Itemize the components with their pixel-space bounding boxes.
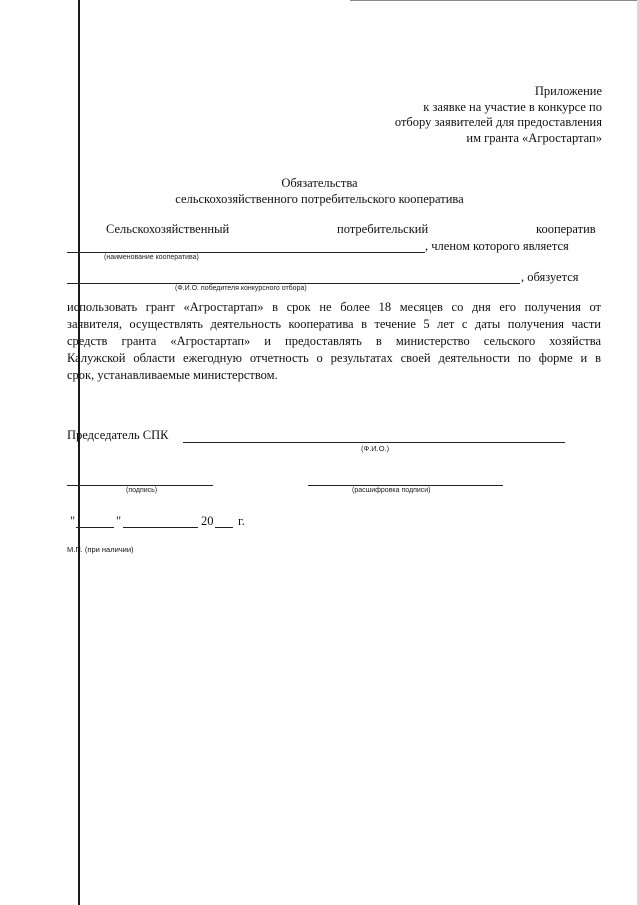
body-line-5: срок, устанавливаемые министерством.: [67, 368, 278, 382]
coop-name-field[interactable]: [67, 252, 425, 253]
coop-name-caption: (наименование кооператива): [104, 254, 199, 261]
signature-decoding-field[interactable]: [308, 485, 503, 486]
date-year-field[interactable]: [215, 527, 233, 528]
appendix-line-3: отбору заявителей для предоставления: [394, 115, 602, 129]
appendix-line-2: к заявке на участие в конкурсе по: [423, 99, 602, 114]
date-month-field[interactable]: [123, 527, 198, 528]
signature-caption: (подпись): [126, 487, 158, 494]
body-line-3: средств гранта «Агростартап» и предоставлять в министерство сельского хозяйства: [67, 334, 601, 348]
date-year-suffix: г.: [238, 514, 245, 528]
date-quote-close: ": [116, 514, 122, 528]
signature-decoding-caption: (расшифровка подписи): [352, 487, 431, 494]
date-quote-open: ": [70, 514, 76, 528]
winner-name-caption: (Ф.И.О. победителя конкурсного отбора): [175, 285, 307, 292]
stamp-label: М.П. (при наличии): [67, 545, 134, 554]
body-line-1: использовать грант «Агростартап» в срок не более 18 месяцев со дня его получения от: [67, 300, 601, 314]
date-year-prefix: 20: [201, 514, 214, 528]
date-day-field[interactable]: [76, 527, 114, 528]
appendix-line-1: Приложение: [534, 84, 602, 98]
document-title: Обязательства: [281, 176, 358, 190]
signature-field[interactable]: [67, 485, 213, 486]
obliges-suffix: , обязуется: [521, 270, 579, 284]
obligations-paragraph: [67, 299, 601, 384]
appendix-header: [395, 84, 602, 146]
intro-word-1: Сельскохозяйственный: [106, 222, 230, 236]
body-line-2: заявителя, осуществлять деятельность кооператива в течение 5 лет с даты получения части: [67, 317, 601, 331]
intro-word-2: потребительский: [337, 222, 429, 236]
appendix-line-4: им гранта «Агростартап»: [466, 130, 602, 145]
fio-caption: (Ф.И.О.): [361, 444, 390, 453]
member-suffix: , членом которого является: [425, 239, 569, 253]
winner-name-field[interactable]: [67, 283, 520, 284]
intro-word-3: кооператив: [536, 222, 596, 236]
scan-artifact-top-line: [350, 0, 639, 1]
scan-artifact-vertical-line: [78, 0, 80, 905]
chairman-label: Председатель СПК: [67, 428, 169, 442]
body-line-4: Калужской области ежегодную отчетность о результатах своей деятельности по форме и в: [67, 351, 601, 365]
chairman-fio-field[interactable]: [183, 442, 565, 443]
document-subtitle: сельскохозяйственного потребительского кооператива: [175, 192, 464, 206]
